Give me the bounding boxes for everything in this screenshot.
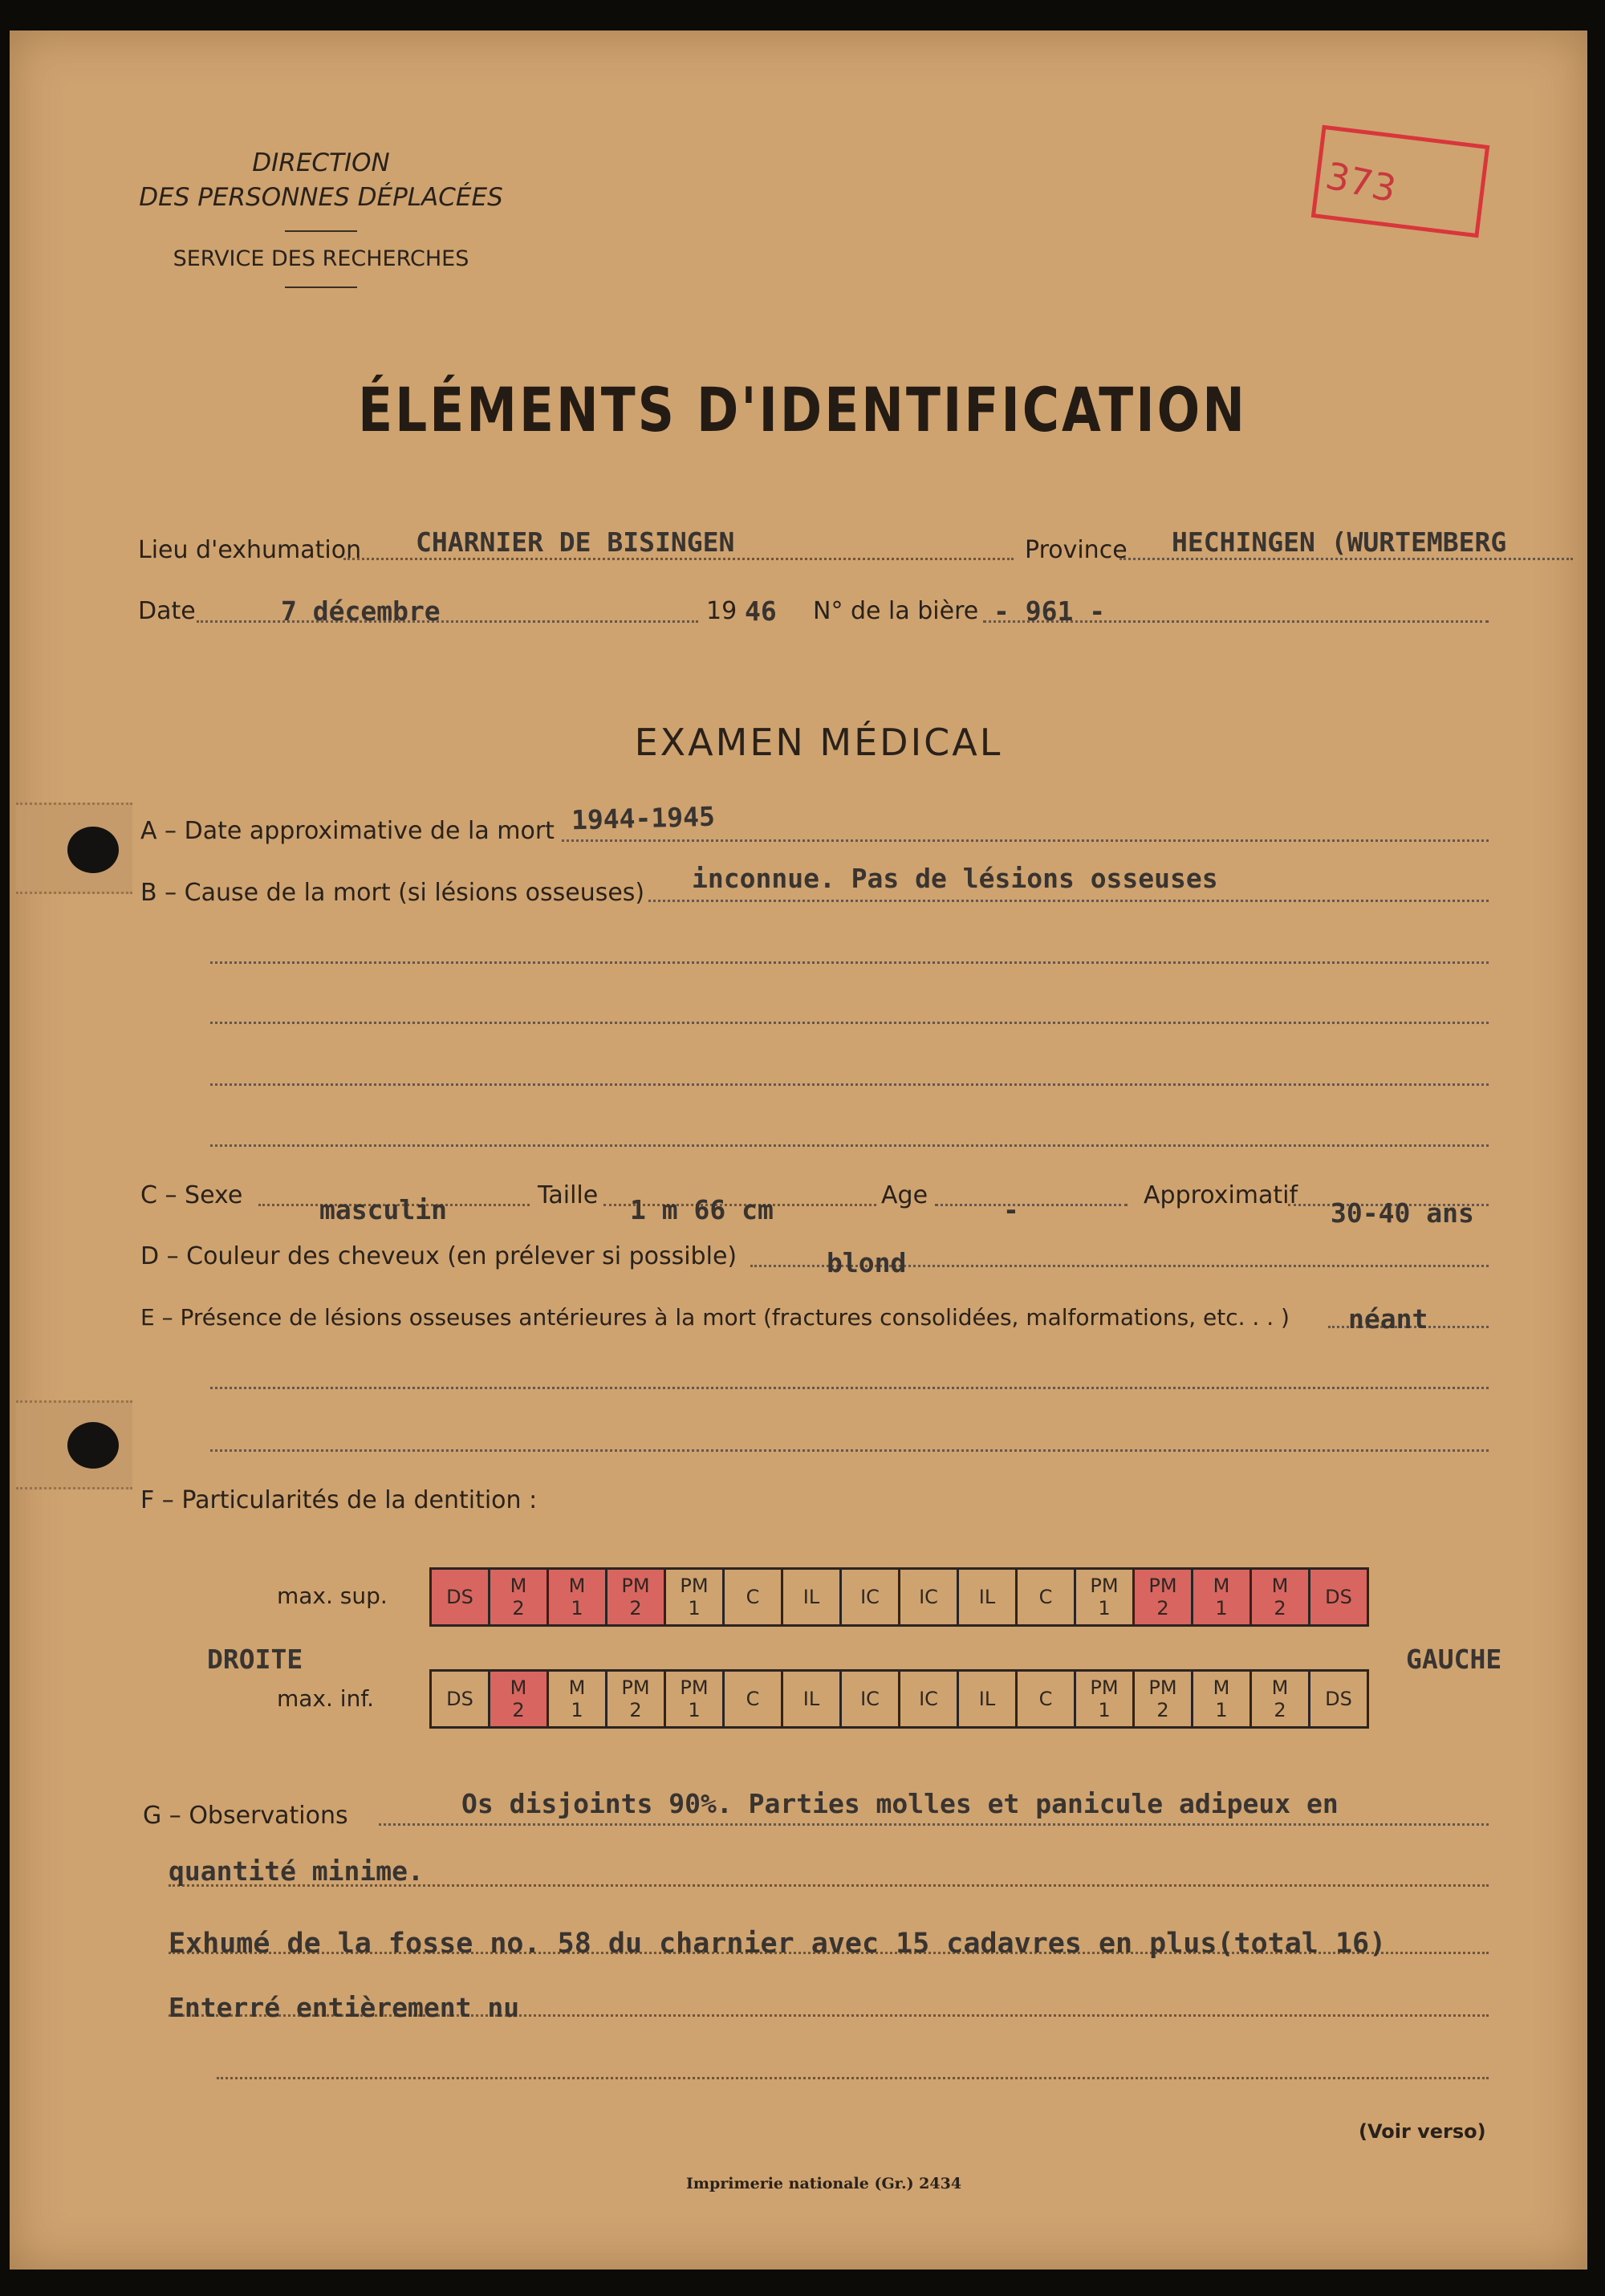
tooth-type-label: C (1038, 1586, 1053, 1608)
tooth-number-label: 1 (1098, 1597, 1111, 1619)
tooth-type-label: M (510, 1676, 527, 1699)
tooth-type-label: DS (1325, 1586, 1352, 1608)
tooth-type-label: M (1271, 1676, 1289, 1699)
tooth-type-label: M (1213, 1575, 1230, 1597)
section-a-dotted-line (562, 839, 1489, 842)
lower-tooth-cell (958, 1671, 1017, 1728)
upper-tooth-cell (841, 1569, 900, 1626)
observation-line-4: Enterré entièrement nu (169, 1992, 520, 2023)
tooth-type-label: IC (860, 1586, 880, 1608)
tooth-number-label: 1 (1215, 1699, 1228, 1721)
upper-tooth-cell (1017, 1569, 1075, 1626)
lieu-dotted-line (343, 558, 1014, 560)
lower-tooth-cell (490, 1671, 548, 1728)
tooth-number-label: 2 (1156, 1597, 1169, 1619)
document-title: ÉLÉMENTS D'IDENTIFICATION (358, 374, 1247, 446)
tooth-number-label: 2 (1274, 1699, 1286, 1721)
biere-value: - 961 - (993, 595, 1106, 627)
lower-tooth-cell (1134, 1671, 1193, 1728)
upper-tooth-cell (665, 1569, 724, 1626)
tooth-type-label: C (746, 1586, 760, 1608)
age-dotted-line (935, 1204, 1128, 1206)
province-label: Province (1025, 536, 1128, 564)
lower-tooth-cell (782, 1671, 841, 1728)
section-b-dotted-line-4 (210, 1083, 1489, 1086)
tooth-type-label: IL (978, 1586, 996, 1608)
tooth-number-label: 2 (1274, 1597, 1286, 1619)
section-d-label: D – Couleur des cheveux (en prélever si possible) (140, 1242, 737, 1270)
lower-tooth-cell (607, 1671, 665, 1728)
section-g-label: G – Observations (143, 1802, 348, 1830)
lieu-value: CHARNIER DE BISINGEN (416, 526, 735, 558)
tooth-type-label: IC (860, 1688, 880, 1710)
max-sup-label: max. sup. (277, 1583, 388, 1609)
upper-tooth-cell (782, 1569, 841, 1626)
punch-hole-top (67, 827, 119, 873)
reference-stamp-number: 373 (1322, 153, 1400, 211)
upper-tooth-cell (490, 1569, 548, 1626)
upper-tooth-cell (1134, 1569, 1193, 1626)
section-a-value: 1944-1945 (571, 800, 716, 836)
observation-line-1: Os disjoints 90%. Parties molles et panicule adipeux en (461, 1788, 1339, 1819)
tooth-type-label: M (1271, 1575, 1289, 1597)
header-rule-1 (285, 230, 357, 232)
lower-teeth-chart (429, 1669, 1369, 1729)
upper-tooth-cell (1310, 1569, 1368, 1626)
section-b-dotted-line-5 (210, 1144, 1489, 1147)
lower-tooth-cell (1310, 1671, 1368, 1728)
section-e-dotted-line-3 (210, 1449, 1489, 1452)
tooth-type-label: PM (1148, 1676, 1177, 1699)
lower-tooth-cell (900, 1671, 958, 1728)
province-value: HECHINGEN (WURTEMBERG (1172, 526, 1507, 558)
tooth-type-label: M (1213, 1676, 1230, 1699)
tooth-number-label: 2 (512, 1597, 525, 1619)
tooth-number-label: 2 (512, 1699, 525, 1721)
header-direction: DIRECTION (252, 148, 390, 177)
section-e-label: E – Présence de lésions osseuses antérieures à la mort (fractures consolidées, malformations, etc. . . ) (140, 1304, 1290, 1331)
tooth-number-label: 2 (629, 1699, 642, 1721)
upper-tooth-cell (724, 1569, 782, 1626)
header-service: SERVICE DES RECHERCHES (173, 246, 469, 271)
tooth-number-label: 2 (1156, 1699, 1169, 1721)
section-d-value: blond (827, 1247, 907, 1278)
section-c-label: C – Sexe (140, 1181, 243, 1209)
biere-label: N° de la bière (813, 597, 979, 625)
tooth-type-label: PM (1090, 1676, 1119, 1699)
punch-hole-bottom (67, 1422, 119, 1469)
section-b-label: B – Cause de la mort (si lésions osseuses) (140, 879, 645, 907)
voir-verso-note: (Voir verso) (1359, 2120, 1486, 2143)
lower-tooth-cell (841, 1671, 900, 1728)
date-dotted-line (197, 620, 698, 623)
year-prefix: 19 (706, 597, 737, 625)
tooth-type-label: IC (919, 1586, 938, 1608)
section-b-dotted-line-1 (648, 900, 1489, 902)
section-b-value: inconnue. Pas de lésions osseuses (692, 863, 1218, 894)
tooth-type-label: IL (802, 1688, 820, 1710)
tooth-type-label: DS (1325, 1688, 1352, 1710)
upper-tooth-cell (548, 1569, 607, 1626)
approximatif-label: Approximatif (1144, 1181, 1298, 1209)
section-f-label: F – Particularités de la dentition : (140, 1486, 538, 1514)
tooth-type-label: M (568, 1575, 586, 1597)
tooth-number-label: 2 (629, 1597, 642, 1619)
tooth-type-label: C (1038, 1688, 1053, 1710)
tooth-number-label: 1 (1098, 1699, 1111, 1721)
observation-line-2: quantité minime. (169, 1855, 424, 1887)
tooth-type-label: IC (919, 1688, 938, 1710)
upper-tooth-cell (1075, 1569, 1134, 1626)
upper-tooth-cell (1251, 1569, 1310, 1626)
age-label: Age (881, 1181, 928, 1209)
tooth-type-label: PM (680, 1676, 709, 1699)
lower-tooth-cell (1075, 1671, 1134, 1728)
lower-tooth-cell (1251, 1671, 1310, 1728)
section-g-dotted-line-5 (217, 2077, 1489, 2079)
upper-tooth-cell (607, 1569, 665, 1626)
section-b-dotted-line-2 (210, 961, 1489, 964)
tooth-type-label: IL (802, 1586, 820, 1608)
lieu-label: Lieu d'exhumation (138, 536, 362, 564)
tooth-type-label: PM (680, 1575, 709, 1597)
tooth-type-label: PM (621, 1676, 650, 1699)
upper-tooth-cell (958, 1569, 1017, 1626)
approximatif-value: 30-40 ans (1331, 1197, 1474, 1229)
tooth-type-label: PM (1148, 1575, 1177, 1597)
taille-value: 1 m 66 cm (630, 1194, 774, 1225)
sexe-value: masculin (319, 1194, 447, 1225)
section-e-value: néant (1348, 1303, 1428, 1335)
tooth-type-label: PM (621, 1575, 650, 1597)
header-personnes-deplacees: DES PERSONNES DÉPLACÉES (139, 183, 503, 212)
upper-tooth-cell (431, 1569, 490, 1626)
section-title-examen-medical: EXAMEN MÉDICAL (634, 721, 1003, 764)
tooth-type-label: PM (1090, 1575, 1119, 1597)
upper-tooth-cell (1193, 1569, 1251, 1626)
section-g-dotted-line-1 (379, 1823, 1489, 1826)
upper-tooth-cell (900, 1569, 958, 1626)
upper-teeth-chart (429, 1567, 1369, 1627)
lower-tooth-cell (724, 1671, 782, 1728)
tooth-type-label: DS (446, 1688, 473, 1710)
tooth-number-label: 1 (688, 1597, 701, 1619)
imprint-line: Imprimerie nationale (Gr.) 2434 (686, 2175, 962, 2192)
tooth-type-label: IL (978, 1688, 996, 1710)
taille-label: Taille (538, 1181, 599, 1209)
tooth-type-label: C (746, 1688, 760, 1710)
date-label: Date (138, 597, 196, 625)
tooth-type-label: M (568, 1676, 586, 1699)
lower-tooth-cell (665, 1671, 724, 1728)
age-value: - (1003, 1194, 1019, 1225)
section-a-label: A – Date approximative de la mort (140, 817, 555, 845)
lower-tooth-cell (548, 1671, 607, 1728)
lower-tooth-cell (1193, 1671, 1251, 1728)
section-e-dotted-line-2 (210, 1387, 1489, 1389)
year-value: 46 (745, 595, 777, 627)
province-dotted-line (1119, 558, 1573, 560)
max-inf-label: max. inf. (277, 1685, 375, 1712)
tooth-type-label: DS (446, 1586, 473, 1608)
gauche-label: GAUCHE (1406, 1644, 1502, 1675)
tooth-number-label: 1 (571, 1699, 583, 1721)
section-b-dotted-line-3 (210, 1022, 1489, 1024)
tooth-number-label: 1 (571, 1597, 583, 1619)
tooth-number-label: 1 (688, 1699, 701, 1721)
observation-line-3: Exhumé de la fosse no. 58 du charnier avec 15 cadavres en plus(total 16) (169, 1928, 1387, 1960)
droite-label: DROITE (207, 1644, 303, 1675)
date-value: 7 décembre (281, 595, 441, 627)
tooth-number-label: 1 (1215, 1597, 1228, 1619)
lower-tooth-cell (431, 1671, 490, 1728)
lower-tooth-cell (1017, 1671, 1075, 1728)
header-rule-2 (285, 286, 357, 288)
tooth-type-label: M (510, 1575, 527, 1597)
